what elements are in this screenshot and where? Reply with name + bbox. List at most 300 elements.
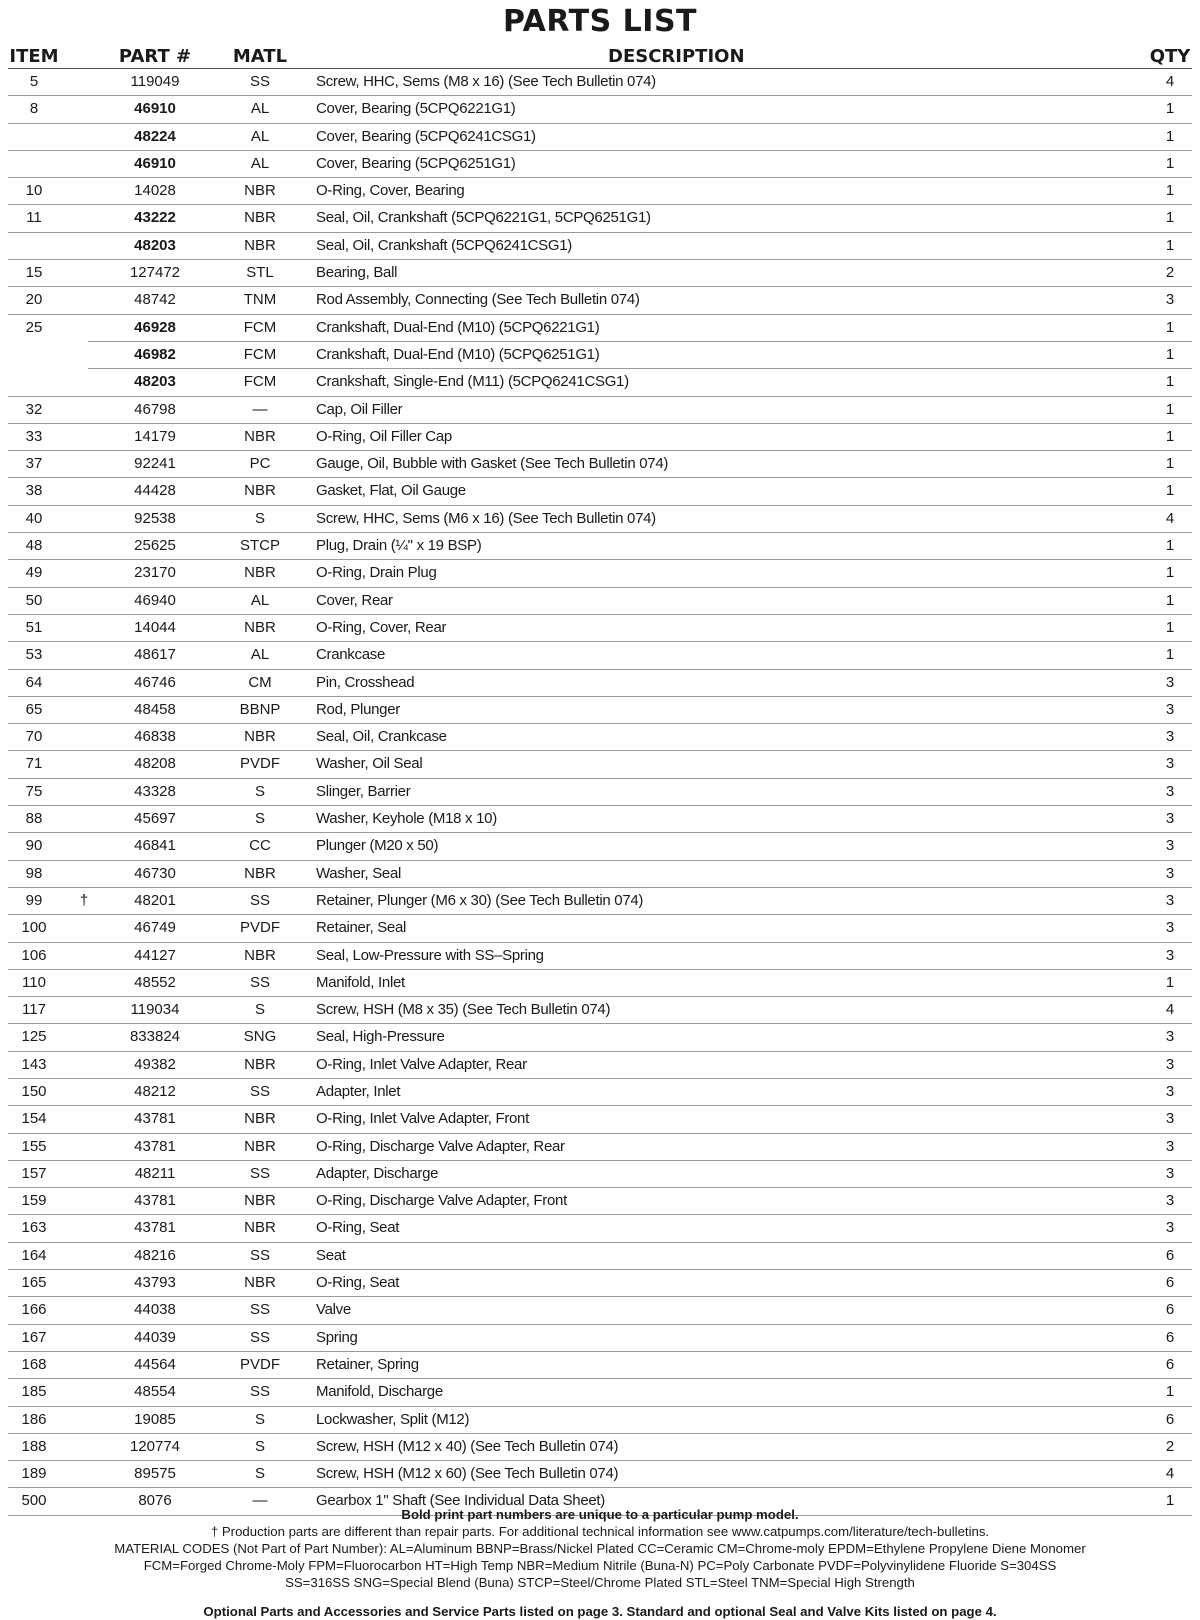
description-cell: O-Ring, Cover, Rear — [316, 618, 447, 636]
description-cell: Seal, Oil, Crankshaft (5CPQ6241CSG1) — [316, 236, 572, 254]
material-cell: NBR — [244, 728, 276, 746]
item-cell: 53 — [25, 646, 43, 664]
table-row — [8, 1434, 1192, 1461]
table-row — [8, 1325, 1192, 1352]
dagger-mark: † — [79, 891, 89, 909]
optional-parts-note: Optional Parts and Accessories and Service Parts listed on page 3. Standard and optional Seal and Valve Kits listed on page 4. — [203, 1604, 997, 1619]
column-header-item: ITEM — [9, 46, 59, 67]
material-cell: FCM — [243, 373, 277, 391]
part-number-cell: 14044 — [134, 618, 176, 636]
quantity-cell: 1 — [1165, 127, 1175, 145]
item-cell: 143 — [21, 1055, 47, 1073]
part-number-cell: 48212 — [134, 1082, 176, 1100]
item-cell: 100 — [21, 919, 47, 937]
item-cell: 164 — [21, 1246, 47, 1264]
description-cell: Crankcase — [316, 646, 385, 664]
part-number-cell: 43781 — [134, 1110, 176, 1128]
table-row — [8, 642, 1192, 669]
description-cell: Screw, HSH (M12 x 60) (See Tech Bulletin 074) — [316, 1465, 619, 1483]
part-number-cell: 120774 — [129, 1437, 181, 1455]
description-cell: Bearing, Ball — [316, 264, 398, 282]
description-cell: Gasket, Flat, Oil Gauge — [316, 482, 466, 500]
part-number-cell: 833824 — [129, 1028, 181, 1046]
quantity-cell: 1 — [1165, 400, 1175, 418]
table-row — [8, 287, 1192, 314]
description-cell: Crankshaft, Single-End (M11) (5CPQ6241CSG1) — [316, 373, 629, 391]
material-cell: CC — [249, 837, 271, 855]
table-row — [8, 1052, 1192, 1079]
item-cell: 99 — [25, 891, 43, 909]
quantity-cell: 3 — [1165, 1192, 1175, 1210]
table-row — [8, 233, 1192, 260]
part-number-cell: 19085 — [134, 1410, 176, 1428]
description-cell: Valve — [316, 1301, 351, 1319]
material-cell: PVDF — [239, 1355, 280, 1373]
material-cell: — — [252, 1492, 268, 1510]
quantity-cell: 3 — [1165, 864, 1175, 882]
part-number-cell: 46749 — [134, 919, 176, 937]
table-row — [8, 670, 1192, 697]
description-cell: Rod Assembly, Connecting (See Tech Bulletin 074) — [316, 291, 640, 309]
part-number-cell: 25625 — [134, 537, 176, 555]
part-number-cell: 46940 — [134, 591, 176, 609]
quantity-cell: 1 — [1165, 537, 1175, 555]
item-cell: 106 — [21, 946, 47, 964]
table-row — [8, 560, 1192, 587]
item-cell: 154 — [21, 1110, 47, 1128]
description-cell: O-Ring, Discharge Valve Adapter, Front — [316, 1192, 567, 1210]
part-number-cell: 48742 — [134, 291, 176, 309]
material-cell: NBR — [244, 1137, 276, 1155]
description-cell: Screw, HSH (M8 x 35) (See Tech Bulletin 074) — [316, 1001, 611, 1019]
material-cell: TNM — [243, 291, 277, 309]
quantity-cell: 1 — [1165, 1492, 1175, 1510]
description-cell: Lockwasher, Split (M12) — [316, 1410, 470, 1428]
item-cell: 71 — [25, 755, 43, 773]
description-cell: Pin, Crosshead — [316, 673, 415, 691]
quantity-cell: 3 — [1165, 1219, 1175, 1237]
table-row — [8, 1270, 1192, 1297]
item-cell: 125 — [21, 1028, 47, 1046]
quantity-cell: 1 — [1165, 427, 1175, 445]
part-number-cell: 44039 — [134, 1328, 176, 1346]
material-cell: NBR — [244, 236, 276, 254]
quantity-cell: 3 — [1165, 700, 1175, 718]
quantity-cell: 3 — [1165, 291, 1175, 309]
quantity-cell: 3 — [1165, 1137, 1175, 1155]
material-cell: SS — [249, 891, 270, 909]
part-number-cell: 44428 — [134, 482, 176, 500]
part-number-cell: 48552 — [134, 973, 176, 991]
table-row — [8, 1188, 1192, 1215]
description-cell: Cover, Bearing (5CPQ6251G1) — [316, 154, 516, 172]
quantity-cell: 6 — [1165, 1246, 1175, 1264]
quantity-cell: 4 — [1165, 1465, 1175, 1483]
quantity-cell: 3 — [1165, 810, 1175, 828]
description-cell: Washer, Keyhole (M18 x 10) — [316, 810, 497, 828]
quantity-cell: 1 — [1165, 618, 1175, 636]
material-cell: NBR — [244, 618, 276, 636]
material-cell: STL — [246, 264, 274, 282]
table-row — [8, 124, 1192, 151]
material-cell: PC — [249, 455, 271, 473]
item-cell: 167 — [21, 1328, 47, 1346]
table-row — [8, 615, 1192, 642]
quantity-cell: 3 — [1165, 1082, 1175, 1100]
part-number-cell: 92538 — [134, 509, 176, 527]
part-number-cell: 46798 — [134, 400, 176, 418]
table-row — [8, 315, 1192, 342]
part-number-cell: 43793 — [134, 1274, 176, 1292]
material-cell: NBR — [244, 1219, 276, 1237]
description-cell: O-Ring, Inlet Valve Adapter, Rear — [316, 1055, 527, 1073]
footer-notes — [0, 1506, 1200, 1620]
quantity-cell: 1 — [1165, 318, 1175, 336]
part-number-cell: 43781 — [134, 1219, 176, 1237]
description-cell: Seat — [316, 1246, 346, 1264]
material-cell: AL — [250, 154, 270, 172]
table-row — [8, 1024, 1192, 1051]
item-cell: 98 — [25, 864, 43, 882]
part-number-cell: 49382 — [134, 1055, 176, 1073]
material-cell: CM — [248, 673, 272, 691]
part-number-cell: 46730 — [134, 864, 176, 882]
quantity-cell: 3 — [1165, 728, 1175, 746]
column-header-quantity: QTY — [1149, 46, 1191, 67]
material-cell: AL — [250, 127, 270, 145]
table-row — [8, 970, 1192, 997]
quantity-cell: 1 — [1165, 591, 1175, 609]
part-number-cell: 48554 — [134, 1383, 176, 1401]
quantity-cell: 1 — [1165, 646, 1175, 664]
part-number-cell: 44127 — [134, 946, 176, 964]
description-cell: Cover, Bearing (5CPQ6221G1) — [316, 100, 516, 118]
item-cell: 5 — [29, 73, 39, 90]
part-number-cell: 119034 — [130, 1001, 180, 1019]
material-cell: AL — [250, 100, 270, 118]
description-cell: Manifold, Discharge — [316, 1383, 443, 1401]
material-codes-line-3: SS=316SS SNG=Special Blend (Buna) STCP=Steel/Chrome Plated STL=Steel TNM=Special High Strength — [285, 1575, 915, 1590]
table-row — [8, 205, 1192, 232]
table-row — [8, 588, 1192, 615]
table-row — [8, 888, 1192, 915]
item-cell: 185 — [21, 1383, 47, 1401]
item-cell: 500 — [21, 1492, 47, 1510]
part-number-cell: 48201 — [134, 891, 176, 909]
description-cell: O-Ring, Discharge Valve Adapter, Rear — [316, 1137, 565, 1155]
table-row — [8, 369, 1192, 396]
table-row — [8, 1379, 1192, 1406]
part-number-cell: 48203 — [134, 236, 176, 254]
production-parts-note: † Production parts are different than repair parts. For additional technical information see www.catpumps.com/literature/tech-bulletins. — [210, 1524, 990, 1539]
material-codes-line-2: FCM=Forged Chrome-Moly FPM=Fluorocarbon HT=High Temp NBR=Medium Nitrile (Buna-N) PC=Poly Carbonate PVDF=Polyvinylidene Fluoride S=304SS — [143, 1558, 1057, 1573]
item-cell: 15 — [25, 264, 43, 282]
table-row — [8, 779, 1192, 806]
item-cell: 10 — [25, 182, 43, 200]
table-row — [8, 943, 1192, 970]
table-row — [8, 451, 1192, 478]
material-cell: SS — [249, 973, 270, 991]
part-number-cell: 48203 — [134, 373, 176, 391]
item-cell: 8 — [29, 100, 39, 118]
part-number-cell: 43781 — [134, 1137, 176, 1155]
description-cell: Rod, Plunger — [316, 700, 400, 718]
quantity-cell: 6 — [1165, 1355, 1175, 1373]
description-cell: Screw, HSH (M12 x 40) (See Tech Bulletin 074) — [316, 1437, 619, 1455]
table-row — [8, 260, 1192, 287]
material-cell: SS — [249, 1082, 270, 1100]
quantity-cell: 1 — [1165, 1383, 1175, 1401]
material-cell: AL — [250, 646, 270, 664]
material-cell: SNG — [243, 1028, 277, 1046]
part-number-cell: 48216 — [134, 1246, 176, 1264]
part-number-cell: 46982 — [134, 345, 176, 363]
quantity-cell: 6 — [1165, 1410, 1175, 1428]
part-number-cell: 44564 — [134, 1355, 176, 1373]
item-cell: 90 — [25, 837, 43, 855]
item-cell: 168 — [21, 1355, 47, 1373]
material-cell: NBR — [244, 209, 276, 227]
item-cell: 48 — [25, 537, 43, 555]
part-number-cell: 46841 — [134, 837, 176, 855]
item-cell: 155 — [21, 1137, 47, 1155]
quantity-cell: 3 — [1165, 1164, 1175, 1182]
table-row — [8, 1407, 1192, 1434]
description-cell: Cap, Oil Filler — [316, 400, 403, 418]
table-row — [8, 1215, 1192, 1242]
table-row — [8, 1352, 1192, 1379]
item-cell: 117 — [22, 1001, 46, 1019]
material-cell: NBR — [244, 946, 276, 964]
material-cell: SS — [249, 73, 270, 90]
material-cell: NBR — [244, 1110, 276, 1128]
part-number-cell: 48211 — [134, 1164, 176, 1182]
table-row — [8, 478, 1192, 505]
quantity-cell: 3 — [1165, 755, 1175, 773]
material-cell: S — [254, 1001, 265, 1019]
description-cell: Plunger (M20 x 50) — [316, 837, 439, 855]
table-row — [8, 397, 1192, 424]
material-cell: NBR — [244, 864, 276, 882]
quantity-cell: 1 — [1165, 154, 1175, 172]
description-cell: O-Ring, Seat — [316, 1274, 400, 1292]
part-number-cell: 14028 — [134, 182, 176, 200]
quantity-cell: 3 — [1165, 782, 1175, 800]
quantity-cell: 1 — [1165, 482, 1175, 500]
description-cell: Adapter, Inlet — [316, 1082, 401, 1100]
table-row — [8, 997, 1192, 1024]
item-cell: 33 — [25, 427, 43, 445]
description-cell: Crankshaft, Dual-End (M10) (5CPQ6251G1) — [316, 345, 600, 363]
material-cell: AL — [250, 591, 270, 609]
material-cell: BBNP — [239, 700, 281, 718]
part-number-cell: 127472 — [129, 264, 181, 282]
quantity-cell: 2 — [1165, 1437, 1175, 1455]
quantity-cell: 3 — [1165, 1055, 1175, 1073]
table-row — [8, 1134, 1192, 1161]
table-row — [8, 861, 1192, 888]
table-row — [8, 1161, 1192, 1188]
material-cell: PVDF — [239, 919, 280, 937]
material-cell: FCM — [243, 318, 277, 336]
column-header-description: DESCRIPTION — [608, 46, 745, 67]
table-row — [8, 751, 1192, 778]
quantity-cell: 4 — [1165, 1001, 1175, 1019]
part-number-cell: 119049 — [130, 73, 180, 90]
part-number-cell: 45697 — [134, 810, 176, 828]
part-number-cell: 48208 — [134, 755, 176, 773]
table-row — [8, 1297, 1192, 1324]
description-cell: Cover, Bearing (5CPQ6241CSG1) — [316, 127, 536, 145]
item-cell: 11 — [26, 209, 42, 227]
item-cell: 188 — [21, 1437, 47, 1455]
table-header — [8, 46, 1192, 68]
column-header-material: MATL — [232, 46, 288, 67]
item-cell: 64 — [25, 673, 43, 691]
description-cell: O-Ring, Seat — [316, 1219, 400, 1237]
material-cell: NBR — [244, 427, 276, 445]
quantity-cell: 1 — [1165, 455, 1175, 473]
material-cell: SS — [249, 1164, 270, 1182]
quantity-cell: 3 — [1165, 837, 1175, 855]
material-cell: NBR — [244, 1055, 276, 1073]
material-cell: SS — [249, 1246, 270, 1264]
material-cell: PVDF — [239, 755, 280, 773]
part-number-cell: 89575 — [134, 1465, 176, 1483]
quantity-cell: 1 — [1165, 345, 1175, 363]
quantity-cell: 1 — [1165, 373, 1175, 391]
item-cell: 163 — [21, 1219, 47, 1237]
table-row — [8, 1243, 1192, 1270]
table-row — [8, 697, 1192, 724]
part-number-cell: 44038 — [134, 1301, 176, 1319]
material-cell: S — [254, 509, 265, 527]
material-cell: NBR — [244, 1192, 276, 1210]
part-number-cell: 48458 — [134, 700, 176, 718]
description-cell: Seal, Low-Pressure with SS–Spring — [316, 946, 544, 964]
quantity-cell: 3 — [1165, 1110, 1175, 1128]
description-cell: Washer, Oil Seal — [316, 755, 423, 773]
material-cell: — — [252, 400, 268, 418]
quantity-cell: 1 — [1165, 209, 1175, 227]
item-cell: 110 — [22, 973, 46, 991]
item-cell: 20 — [25, 291, 43, 309]
table-row — [8, 915, 1192, 942]
item-cell: 75 — [25, 782, 43, 800]
quantity-cell: 1 — [1165, 236, 1175, 254]
table-row — [8, 178, 1192, 205]
description-cell: Crankshaft, Dual-End (M10) (5CPQ6221G1) — [316, 318, 600, 336]
quantity-cell: 1 — [1165, 182, 1175, 200]
item-cell: 51 — [25, 618, 43, 636]
part-number-cell: 46838 — [134, 728, 176, 746]
description-cell: Screw, HHC, Sems (M8 x 16) (See Tech Bulletin 074) — [316, 73, 656, 90]
item-cell: 38 — [25, 482, 43, 500]
part-number-cell: 46910 — [134, 100, 176, 118]
item-cell: 49 — [25, 564, 43, 582]
parts-table — [8, 68, 1192, 1516]
description-cell: O-Ring, Inlet Valve Adapter, Front — [316, 1110, 529, 1128]
part-number-cell: 48617 — [134, 646, 176, 664]
quantity-cell: 1 — [1165, 100, 1175, 118]
item-cell: 186 — [21, 1410, 47, 1428]
part-number-cell: 43222 — [134, 209, 176, 227]
material-cell: S — [254, 810, 265, 828]
table-row — [8, 724, 1192, 751]
quantity-cell: 1 — [1165, 564, 1175, 582]
material-cell: NBR — [244, 482, 276, 500]
material-cell: SS — [249, 1383, 270, 1401]
description-cell: Gearbox 1" Shaft (See Individual Data Sheet) — [316, 1492, 605, 1510]
description-cell: Gauge, Oil, Bubble with Gasket (See Tech Bulletin 074) — [316, 455, 669, 473]
part-number-cell: 43781 — [134, 1192, 176, 1210]
description-cell: Retainer, Spring — [316, 1355, 419, 1373]
material-cell: SS — [249, 1301, 270, 1319]
item-cell: 70 — [25, 728, 43, 746]
quantity-cell: 3 — [1165, 946, 1175, 964]
material-cell: STCP — [239, 537, 280, 555]
quantity-cell: 4 — [1165, 73, 1175, 90]
table-row — [8, 96, 1192, 123]
table-row — [8, 833, 1192, 860]
quantity-cell: 3 — [1165, 1028, 1175, 1046]
table-row — [8, 1106, 1192, 1133]
quantity-cell: 6 — [1165, 1301, 1175, 1319]
part-number-cell: 14179 — [134, 427, 176, 445]
item-cell: 165 — [21, 1274, 47, 1292]
item-cell: 32 — [25, 400, 43, 418]
quantity-cell: 4 — [1165, 509, 1175, 527]
bold-print-note: Bold print part numbers are unique to a particular pump model. — [401, 1507, 799, 1522]
material-cell: NBR — [244, 1274, 276, 1292]
description-cell: O-Ring, Oil Filler Cap — [316, 427, 452, 445]
material-cell: S — [254, 1437, 265, 1455]
item-cell: 88 — [25, 810, 43, 828]
description-cell: Seal, High-Pressure — [316, 1028, 445, 1046]
quantity-cell: 3 — [1165, 891, 1175, 909]
part-number-cell: 92241 — [134, 455, 176, 473]
table-row — [8, 424, 1192, 451]
part-number-cell: 43328 — [134, 782, 176, 800]
material-cell: S — [254, 1410, 265, 1428]
description-cell: O-Ring, Drain Plug — [316, 564, 437, 582]
part-number-cell: 46746 — [134, 673, 176, 691]
description-cell: Retainer, Seal — [316, 919, 407, 937]
quantity-cell: 3 — [1165, 919, 1175, 937]
description-cell: Spring — [316, 1328, 358, 1346]
table-row — [8, 1461, 1192, 1488]
part-number-cell: 46910 — [134, 154, 176, 172]
table-row — [8, 69, 1192, 96]
description-cell: Seal, Oil, Crankshaft (5CPQ6221G1, 5CPQ6251G1) — [316, 209, 651, 227]
material-cell: NBR — [244, 182, 276, 200]
quantity-cell: 2 — [1165, 264, 1175, 282]
description-cell: O-Ring, Cover, Bearing — [316, 182, 465, 200]
part-number-cell: 23170 — [134, 564, 176, 582]
quantity-cell: 6 — [1165, 1328, 1175, 1346]
description-cell: Screw, HHC, Sems (M6 x 16) (See Tech Bulletin 074) — [316, 509, 656, 527]
table-row — [8, 806, 1192, 833]
table-row — [8, 342, 1192, 369]
description-cell: Plug, Drain (¼" x 19 BSP) — [316, 537, 482, 555]
material-cell: S — [254, 782, 265, 800]
description-cell: Retainer, Plunger (M6 x 30) (See Tech Bulletin 074) — [316, 891, 644, 909]
item-cell: 150 — [21, 1082, 47, 1100]
material-cell: NBR — [244, 564, 276, 582]
item-cell: 40 — [25, 509, 43, 527]
material-cell: SS — [249, 1328, 270, 1346]
item-cell: 50 — [25, 591, 43, 609]
